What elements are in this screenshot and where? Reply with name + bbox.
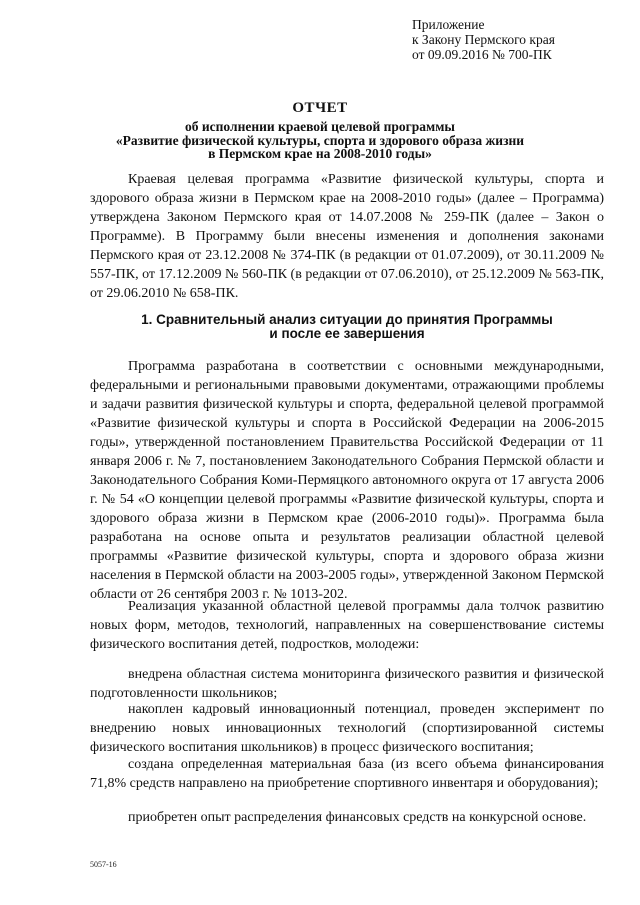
paragraph-5 <box>90 755 604 793</box>
intro-paragraph <box>90 170 604 303</box>
paragraph-2 <box>90 597 604 654</box>
section-heading-line-2: и после ее завершения <box>269 326 425 341</box>
section-heading-1 <box>90 313 604 341</box>
paragraph-1 <box>90 357 604 604</box>
paragraph-2-text: Реализация указанной областной целевой программы дала толчок развитию новых форм, методов, технологий, направленных на совершенствование системы физического воспитания детей, подростков, молодежи: <box>90 599 604 652</box>
subtitle-line-3: в Пермском крае на 2008-2010 годы» <box>208 146 432 161</box>
appendix-line-3: от 09.09.2016 № 700-ПК <box>412 47 552 62</box>
intro-text: Краевая целевая программа «Развитие физической культуры, спорта и здорового образа жизни в Пермском крае на 2008-2010 годы» (далее – Программа) утверждена Законом Пермского края от 14.07.2008 № 259-ПК (далее – Закон о Программе). В Программу были внесены изменения и дополнения законами Пермского края от 23.12.2008 № 374-ПК (в редакции от 01.07.2009), от 30.11.2009 № 557-ПК, от 17.12.2009 № 560-ПК (в редакции от 07.06.2010), от 25.12.2009 № 563-ПК, от 29.06.2010 № 658-ПК. <box>90 172 604 301</box>
paragraph-4-text: накоплен кадровый инновационный потенциал, проведен эксперимент по внедрению новых инновационных технологий (спортизированной системы физического воспитания школьников) в процесс физического воспитания; <box>90 702 604 755</box>
document-subtitle <box>90 120 550 161</box>
appendix-note <box>412 17 555 62</box>
document-title: ОТЧЕТ <box>292 100 348 116</box>
subtitle-line-1: об исполнении краевой целевой программы <box>185 119 455 134</box>
appendix-line-2: к Закону Пермского края <box>412 32 555 47</box>
paragraph-1-text: Программа разработана в соответствии с основными международными, федеральными и региональными правовыми документами, отражающими проблемы и задачи развития физической культуры и спорта, федеральной целевой программой «Развитие физической культуры и спорта в Российской Федерации на 2006-2015 годы», утвержденной постановлением Правительства Российской Федерации от 11 января 2006 г. № 7, постановлением Законодательного Собрания Пермской области и Законодательного Собрания Коми-Пермяцкого автономного округа от 17 августа 2006 г. № 54 «О концепции целевой программы «Развитие физической культуры, спорта и здорового образа жизни в Пермском крае (2006-2010 годы)». Программа была разработана на основе опыта и результатов реализации областной целевой программы «Развитие физической культуры, спорта и здорового образа жизни населения в Пермской области на 2003-2005 годы», утвержденной Законом Пермской области от 26 сентября 2003 г. № 1013-202. <box>90 359 605 602</box>
subtitle-line-2: «Развитие физической культуры, спорта и здорового образа жизни <box>115 132 525 148</box>
paragraph-6 <box>90 808 604 827</box>
paragraph-4 <box>90 700 604 757</box>
paragraph-6-text: приобретен опыт распределения финансовых средств на конкурсной основе. <box>128 810 587 825</box>
section-heading-line-1: 1. Сравнительный анализ ситуации до принятия Программы <box>141 312 553 327</box>
paragraph-3 <box>90 665 604 703</box>
footer-code: 5057-16 <box>90 860 117 869</box>
appendix-line-1: Приложение <box>412 17 485 32</box>
paragraph-5-text: создана определенная материальная база (из всего объема финансирования 71,8% средств направлено на приобретение спортивного инвентаря и оборудования); <box>90 757 604 791</box>
paragraph-3-text: внедрена областная система мониторинга физического развития и физической подготовленности школьников; <box>90 667 604 701</box>
